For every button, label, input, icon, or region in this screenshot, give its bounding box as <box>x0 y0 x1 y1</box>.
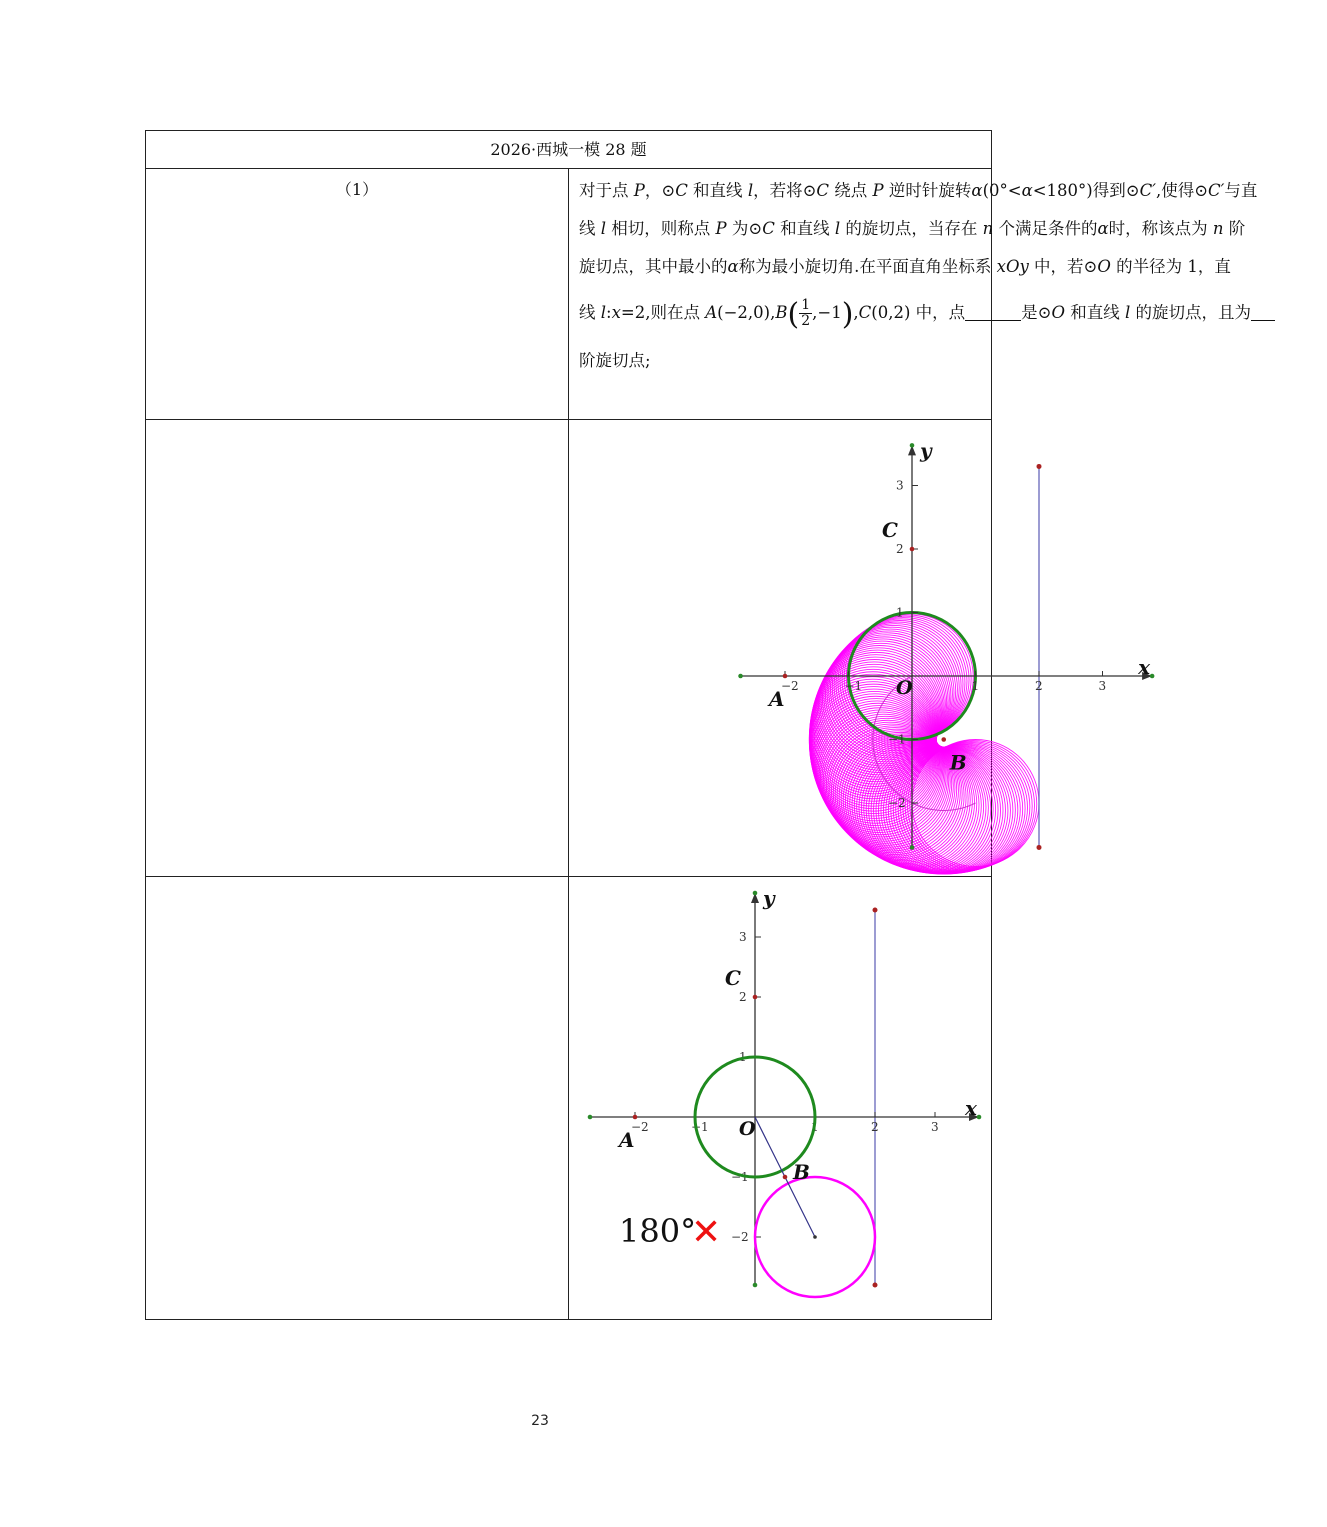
text-segment: 个满足条件的 <box>993 219 1098 238</box>
page-number: 23 <box>531 1413 549 1429</box>
text-segment: l <box>834 219 841 238</box>
rotated-center-point <box>813 1235 817 1239</box>
text-segment: C <box>675 181 688 200</box>
axis-end-point <box>910 443 915 448</box>
problem-line-2 <box>579 210 1246 248</box>
text-segment: 的半径为 1，直 <box>1110 257 1231 276</box>
figure-1-cell <box>569 420 1151 877</box>
figure-1-rotation-trace <box>569 420 1327 876</box>
table-title: 2026·西城一模 28 题 <box>146 131 992 169</box>
x-tick-label: 1 <box>971 679 980 693</box>
y-tick-label: −1 <box>731 1170 749 1184</box>
answer-blank-point[interactable] <box>965 304 1021 322</box>
y-tick-label: 2 <box>739 990 747 1004</box>
problem-line-5: 阶旋切点; <box>579 351 651 370</box>
text-segment: 逆时针旋转 <box>883 181 972 200</box>
paren-close: ) <box>841 297 854 332</box>
text-segment: 相切，则称点 <box>606 219 716 238</box>
text-segment: C <box>762 219 775 238</box>
point-c-label: C <box>882 518 898 542</box>
y-tick-label: 1 <box>739 1050 747 1064</box>
figure-2-cell <box>569 877 992 1320</box>
text-segment: 线 <box>579 219 601 238</box>
text-segment: =2,则在点 <box>620 303 706 322</box>
y-tick-label: 3 <box>739 930 747 944</box>
fraction-denominator: 2 <box>801 313 811 329</box>
x-tick-label: −1 <box>691 1120 709 1134</box>
text-segment: 的旋切点，且为 <box>1130 303 1252 322</box>
problem-line-3 <box>579 248 1231 286</box>
text-segment: l <box>600 303 607 322</box>
text-segment: 绕点 <box>829 181 873 200</box>
axis-end-point <box>588 1115 593 1120</box>
point-b <box>783 1175 788 1180</box>
text-segment: O <box>1097 257 1111 276</box>
problem-table-wrapper <box>145 130 1258 1320</box>
x-tick-label: 2 <box>1035 679 1043 693</box>
text-segment: 中，点 <box>915 303 966 322</box>
text-segment: ，⊙ <box>644 181 676 200</box>
empty-label-cell <box>146 420 569 877</box>
text-segment: 旋切点，其中最小的 <box>579 257 728 276</box>
text-segment: 和直线 <box>1065 303 1126 322</box>
text-segment: 线 <box>579 303 601 322</box>
point-c-label: C <box>725 966 741 990</box>
text-segment: 对于点 <box>579 181 634 200</box>
y-axis-label: y <box>920 438 932 463</box>
text-segment: α <box>727 257 739 276</box>
y-tick-label: 1 <box>896 605 904 620</box>
point-b <box>941 737 946 742</box>
point-a-label: A <box>769 687 785 711</box>
text-segment: ,使得⊙ <box>1155 181 1209 200</box>
text-segment: α <box>1097 219 1109 238</box>
text-segment: l <box>600 219 607 238</box>
problem-line-4 <box>579 286 1252 342</box>
x-tick-label: −1 <box>844 679 863 693</box>
text-segment: 的旋切点，当存在 <box>840 219 983 238</box>
text-segment: P <box>715 219 727 238</box>
text-segment: P <box>633 181 645 200</box>
line-l-end-point <box>873 1283 878 1288</box>
text-segment: , <box>853 303 859 322</box>
text-segment: C <box>816 181 830 200</box>
text-segment: : <box>606 303 612 322</box>
text-segment: l <box>1125 303 1131 322</box>
axis-end-point <box>753 1283 758 1288</box>
x-axis-label: x <box>965 1096 977 1120</box>
y-axis-label: y <box>763 886 775 910</box>
angle-annotation: 180° <box>619 1212 697 1250</box>
point-b-label: B <box>949 750 967 775</box>
point-b-name: B <box>775 303 788 322</box>
text-segment: n <box>982 219 994 238</box>
text-segment: 为⊙ <box>726 219 763 238</box>
text-segment: O <box>1051 303 1066 322</box>
y-tick-label: −2 <box>731 1230 749 1244</box>
text-segment: P <box>872 181 884 200</box>
x-tick-label: −2 <box>631 1120 649 1134</box>
text-segment: <180°)得到⊙ <box>1032 181 1140 200</box>
text-segment: 阶 <box>1223 219 1246 238</box>
text-segment: 时，称该点为 <box>1108 219 1213 238</box>
x-tick-label: 3 <box>931 1120 939 1134</box>
origin-label: O <box>739 1118 756 1140</box>
text-segment: (0°< <box>982 181 1022 200</box>
text-segment: n <box>1212 219 1224 238</box>
x-axis-label: x <box>1138 655 1151 679</box>
point-b-label: B <box>793 1160 810 1184</box>
text-segment: xOy <box>996 257 1029 276</box>
wrong-mark-icon: ✕ <box>691 1212 722 1253</box>
part-label: （1） <box>146 169 569 420</box>
y-tick-label: 3 <box>896 478 904 493</box>
x-tick-label: 3 <box>1098 679 1107 693</box>
text-segment: x <box>611 303 621 322</box>
text-segment: l <box>747 181 754 200</box>
point-c <box>910 547 915 552</box>
problem-line-1 <box>579 172 1258 210</box>
axis-end-point <box>753 891 758 896</box>
point-c-coord: (0,2) <box>871 303 911 322</box>
x-tick-label: 2 <box>871 1120 879 1134</box>
origin-label: O <box>896 677 913 699</box>
point-a-name: A <box>705 303 718 322</box>
problem-table <box>145 130 1258 1320</box>
text-segment: 中，若⊙ <box>1028 257 1098 276</box>
point-a-label: A <box>619 1128 635 1152</box>
text-segment: C′ <box>1139 181 1156 200</box>
line-l-end-point <box>873 908 878 913</box>
text-segment: α <box>1021 181 1033 200</box>
empty-label-cell <box>146 877 569 1320</box>
point-a-coord: (−2,0), <box>717 303 776 322</box>
text-segment: 称为最小旋切角.在平面直角坐标系 <box>738 257 997 276</box>
text-segment: 和直线 <box>687 181 748 200</box>
y-tick-label: 2 <box>896 542 904 556</box>
problem-text <box>569 169 1258 420</box>
paren-open: ( <box>787 297 800 332</box>
text-segment: C′ <box>1208 181 1225 200</box>
line-l-end-point <box>1037 464 1042 469</box>
x-tick-label: −2 <box>781 679 799 693</box>
y-tick-label: −2 <box>888 796 906 810</box>
point-a <box>633 1115 638 1120</box>
axis-end-point <box>977 1115 982 1120</box>
point-a <box>783 674 788 679</box>
point-c-name: C <box>858 303 872 322</box>
text-segment: 与直 <box>1224 181 1258 200</box>
text-segment: α <box>971 181 983 200</box>
point-b-coord: ,−1 <box>812 303 842 322</box>
answer-blank-order[interactable] <box>1251 304 1275 322</box>
fraction-half <box>799 298 812 329</box>
x-tick-label: 1 <box>811 1120 819 1134</box>
point-c <box>753 995 758 1000</box>
axis-end-point <box>738 674 743 679</box>
text-segment: ，若将⊙ <box>753 181 817 200</box>
y-tick-label: −1 <box>888 732 906 747</box>
text-segment: 是⊙ <box>1021 303 1052 322</box>
text-segment: 和直线 <box>774 219 835 238</box>
axis-end-point <box>910 845 915 850</box>
figure-2-rotation-180 <box>569 877 1327 1319</box>
axis-end-point <box>1150 674 1155 679</box>
line-l-end-point <box>1037 845 1042 850</box>
fraction-numerator: 1 <box>801 297 811 313</box>
